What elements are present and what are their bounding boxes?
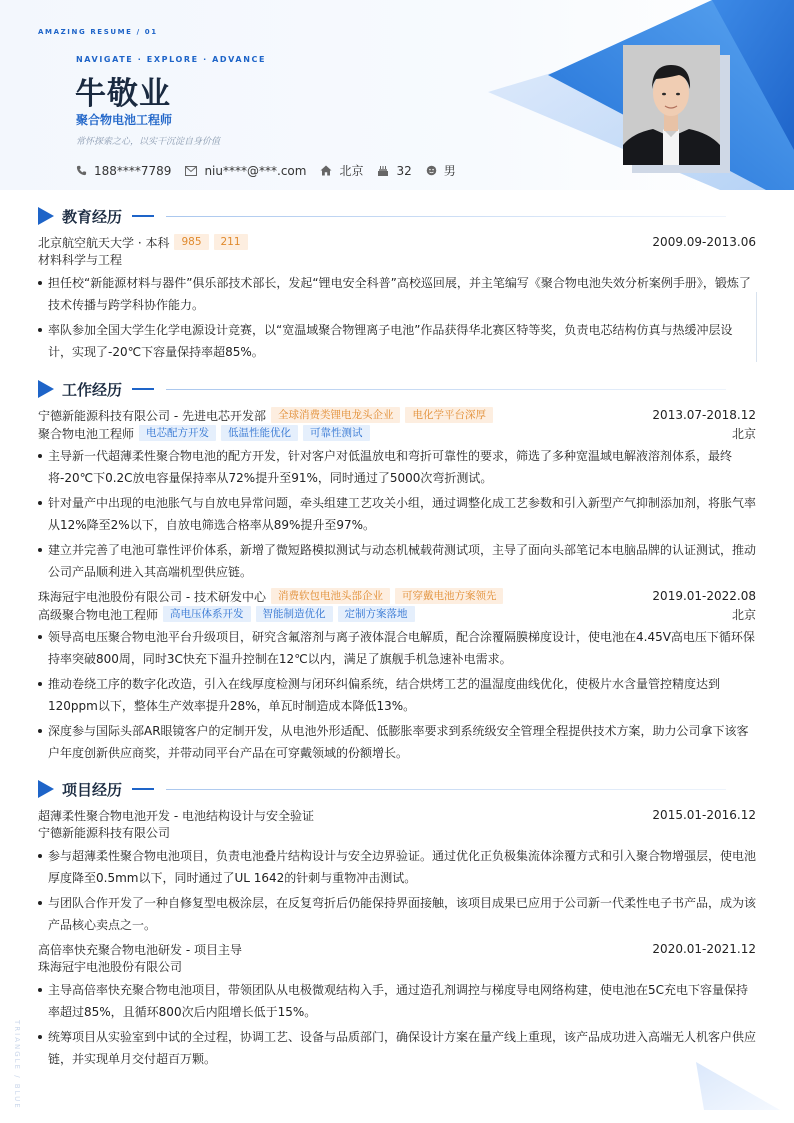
bullet-item: 深度参与国际头部AR眼镜客户的定制开发，从电池外形适配、低膨胀率要求到系统级安全管理全程提供技术方案，助力公司拿下该客户年度创新供应商奖，并带动同平台产品在可穿戴领域的份额增长。 — [38, 720, 756, 764]
phone-text: 188****7789 — [94, 163, 172, 178]
home-icon — [320, 165, 332, 176]
contact-email — [185, 164, 306, 178]
company-tag: 可穿戴电池方案领先 — [395, 588, 504, 604]
role-tag: 低温性能优化 — [221, 425, 298, 441]
triangle-icon — [38, 207, 54, 225]
bullet-item: 主导新一代超薄柔性聚合物电池的配方开发，针对客户对低温放电和弯折可靠性的要求，筛选了多种宽温域电解液溶剂体系，最终将-20℃下0.2C放电容量保持率从72%提升至91%，同时通过了5000次弯折测试。 — [38, 445, 756, 489]
school-tag: 985 — [174, 234, 208, 250]
education-date: 2009.09-2013.06 — [652, 235, 756, 249]
project-row — [38, 940, 756, 958]
project-header — [38, 778, 756, 800]
mail-icon — [185, 166, 197, 176]
education-row — [38, 233, 756, 251]
role-name: 高级聚合物电池工程师 — [38, 607, 159, 622]
role-row — [38, 605, 756, 623]
job-bullets — [38, 626, 756, 764]
side-rule — [756, 292, 757, 362]
side-watermark: TRIANGLE / BLUE — [13, 1020, 21, 1110]
bullet-item: 建立并完善了电池可靠性评价体系，新增了微短路模拟测试与动态机械载荷测试项，主导了面向头部笔记本电脑品牌的认证测试，推动公司产品顺利进入其高端机型供应链。 — [38, 539, 756, 583]
role-tag: 智能制造优化 — [256, 606, 333, 622]
title-rule — [166, 389, 726, 390]
corner-triangle — [690, 1060, 794, 1120]
work-section — [38, 378, 756, 764]
contact-age — [377, 164, 411, 178]
company-tag: 电化学平台深厚 — [405, 407, 493, 423]
role-tag: 高电压体系开发 — [163, 606, 251, 622]
contact-location — [320, 162, 363, 179]
job-location: 北京 — [731, 607, 756, 622]
email-text: niu****@***.com — [204, 163, 307, 178]
gender-icon — [426, 165, 437, 176]
role-tag: 可靠性测试 — [303, 425, 370, 441]
bullet-item: 与团队合作开发了一种自修复型电极涂层，在反复弯折后仍能保持界面接触，该项目成果已应用于公司新一代柔性电子书产品，成为该产品核心卖点之一。 — [38, 892, 756, 936]
contact-gender — [426, 162, 456, 179]
job-bullets — [38, 445, 756, 583]
company-tag: 消费软包电池头部企业 — [271, 588, 390, 604]
bullet-item: 担任校“新能源材料与器件”俱乐部技术部长，发起“锂电安全科普”高校巡回展，并主笔编写《聚合物电池失效分析案例手册》，锻炼了技术传播与跨学科协作能力。 — [38, 272, 756, 316]
section-title: 项目经历 — [62, 780, 123, 799]
contact-bar — [76, 162, 470, 179]
bullet-item: 统筹项目从实验室到中试的全过程，协调工艺、设备与品质部门，确保设计方案在量产线上重现，该产品成功进入高端无人机客户供应链，并实现单月交付超百万颗。 — [38, 1026, 756, 1070]
bullet-item: 主导高倍率快充聚合物电池项目，带领团队从电极微观结构入手，通过造孔剂调控与梯度导电网络构建，使电池在5C充电下容量保持率超过85%，且循环800次后内阻增长低于15%。 — [38, 979, 756, 1023]
title-dash — [132, 388, 154, 390]
education-header — [38, 205, 756, 227]
bullet-item: 率队参加全国大学生化学电源设计竞赛，以“宽温域聚合物锂离子电池”作品获得华北赛区特等奖，负责电芯结构仿真与热缓冲层设计，实现了-20℃下容量保持率超85%。 — [38, 319, 756, 363]
role-name: 聚合物电池工程师 — [38, 426, 135, 441]
resume-tag: AMAZING RESUME / 01 — [38, 28, 158, 36]
gender-text: 男 — [443, 164, 456, 178]
project-bullets — [38, 845, 756, 936]
company-tag: 全球消费类锂电龙头企业 — [271, 407, 401, 423]
project-org: 宁德新能源科技有限公司 — [38, 826, 171, 840]
school-tag: 211 — [214, 234, 248, 250]
triangle-icon — [38, 380, 54, 398]
project-date: 2015.01-2016.12 — [652, 808, 756, 822]
education-section — [38, 205, 756, 363]
education-bullets — [38, 272, 756, 363]
job-row — [38, 406, 756, 424]
bullet-item: 推动卷绕工序的数字化改造，引入在线厚度检测与闭环纠偏系统，结合烘烤工艺的温湿度曲线优化，使极片水含量管控精度达到120ppm以下，整体生产效率提升28%，单瓦时制造成本降低13%。 — [38, 673, 756, 717]
project-org: 珠海冠宇电池股份有限公司 — [38, 960, 183, 974]
motto: 常怀探索之心，以实干沉淀自身价值 — [76, 137, 221, 147]
job-title: 聚合物电池工程师 — [76, 113, 173, 127]
job-location: 北京 — [731, 426, 756, 441]
title-rule — [166, 789, 726, 790]
project-name: 高倍率快充聚合物电池研发 - 项目主导 — [38, 942, 242, 957]
candidate-name: 牛敬业 — [75, 76, 171, 112]
profile-photo — [623, 45, 720, 165]
section-title: 教育经历 — [62, 207, 123, 226]
role-tag: 定制方案落地 — [338, 606, 415, 622]
cake-icon — [377, 165, 389, 177]
contact-phone — [76, 164, 171, 178]
bullet-item: 针对量产中出现的电池胀气与自放电异常问题，牵头组建工艺攻关小组，通过调整化成工艺参数和引入新型产气抑制添加剂，将胀气率从12%降至2%以下，自放电筛选合格率从89%提升至97%。 — [38, 492, 756, 536]
project-name: 超薄柔性聚合物电池开发 - 电池结构设计与安全验证 — [38, 808, 314, 823]
slogan-tag: NAVIGATE · EXPLORE · ADVANCE — [76, 55, 267, 64]
job-date: 2019.01-2022.08 — [652, 589, 756, 603]
project-bullets — [38, 979, 756, 1070]
work-header — [38, 378, 756, 400]
role-row — [38, 424, 756, 442]
project-section — [38, 778, 756, 1070]
school-name: 北京航空航天大学 · 本科 — [38, 235, 170, 250]
age-text: 32 — [396, 163, 412, 178]
company-name: 珠海冠宇电池股份有限公司 - 技术研发中心 — [38, 589, 266, 604]
section-title: 工作经历 — [62, 380, 123, 399]
project-date: 2020.01-2021.12 — [652, 942, 756, 956]
role-tag: 电芯配方开发 — [139, 425, 216, 441]
location-text: 北京 — [339, 164, 364, 178]
project-row — [38, 806, 756, 824]
bullet-item: 参与超薄柔性聚合物电池项目，负责电池叠片结构设计与安全边界验证。通过优化正负极集流体涂覆方式和引入聚合物增强层，使电池厚度降至0.5mm以下，同时通过了UL 1642的针刺与重物冲击测试。 — [38, 845, 756, 889]
job-row — [38, 587, 756, 605]
bullet-item: 领导高电压聚合物电池平台升级项目，研究含氟溶剂与离子液体混合电解质，配合涂覆隔膜梯度设计，使电池在4.45V高电压下循环保持率突破800周，同时3C快充下温升控制在12℃以内，满足了旗舰手机急速补电需求。 — [38, 626, 756, 670]
job-date: 2013.07-2018.12 — [652, 408, 756, 422]
phone-icon — [76, 165, 87, 176]
triangle-icon — [38, 780, 54, 798]
title-rule — [166, 216, 726, 217]
company-name: 宁德新能源科技有限公司 - 先进电芯开发部 — [38, 408, 266, 423]
title-dash — [132, 215, 154, 217]
title-dash — [132, 788, 154, 790]
major: 材料科学与工程 — [38, 253, 123, 267]
